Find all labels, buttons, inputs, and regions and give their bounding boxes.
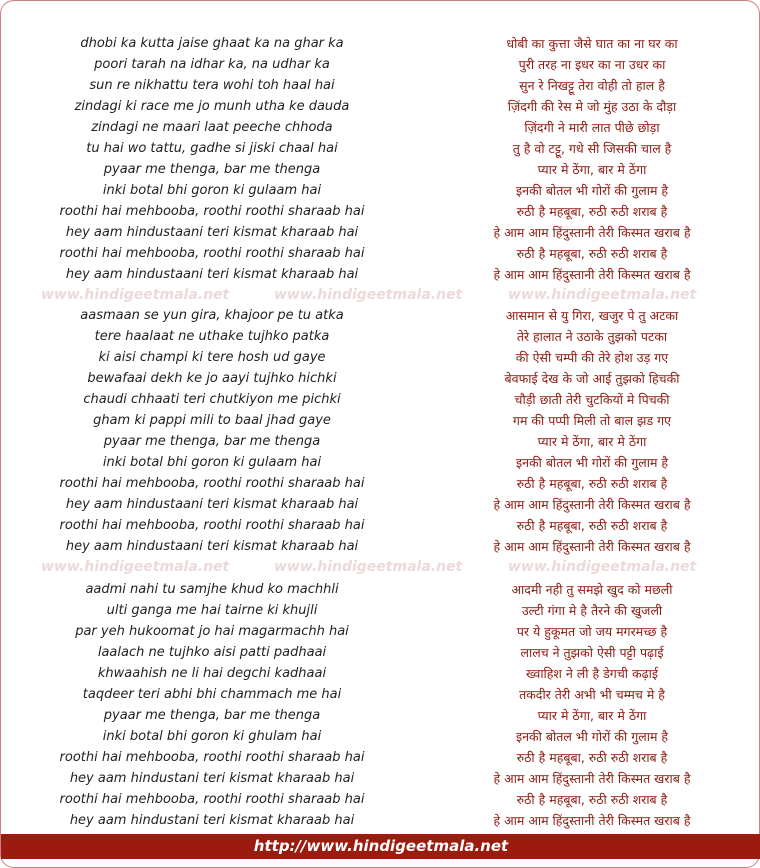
lyric-row bbox=[1, 663, 760, 684]
lyric-english: aasmaan se yun gira, khajoor pe tu atka bbox=[80, 308, 344, 323]
lyric-row bbox=[1, 264, 760, 285]
watermark-text: www.hindigeetmala.net bbox=[508, 559, 697, 575]
lyric-english: poori tarah na idhar ka, na udhar ka bbox=[94, 57, 330, 72]
lyric-english: roothi hai mehbooba, roothi roothi sharaab hai bbox=[59, 246, 365, 261]
lyric-hindi: पर ये हुकूमत जो जय मगरमच्छ है bbox=[516, 624, 668, 639]
lyric-english: roothi hai mehbooba, roothi roothi sharaab hai bbox=[59, 476, 365, 491]
lyric-english: sun re nikhattu tera wohi toh haal hai bbox=[89, 78, 335, 93]
lyric-english: zindagi ne maari laat peeche chhoda bbox=[91, 120, 333, 135]
lyric-hindi: तकदीर तेरी अभी भी चम्मच मे है bbox=[519, 687, 665, 702]
lyric-hindi: प्यार मे ठेंगा, बार मे ठेंगा bbox=[537, 434, 647, 449]
lyric-hindi: धोबी का कुत्ता जैसे घात का ना घर का bbox=[506, 36, 678, 51]
lyric-hindi: आसमान से यु गिरा, खजुर पे तु अटका bbox=[505, 308, 679, 323]
lyric-hindi: हे आम आम हिंदुस्तानी तेरी किस्मत खराब है bbox=[493, 225, 691, 240]
lyric-hindi: रुठी है महबूबा, रुठी रुठी शराब है bbox=[516, 750, 668, 765]
lyric-english: tu hai wo tattu, gadhe si jiski chaal hai bbox=[86, 141, 338, 156]
lyric-hindi: रुठी है महबूबा, रुठी रुठी शराब है bbox=[516, 246, 668, 261]
lyric-row bbox=[1, 201, 760, 222]
lyric-row bbox=[1, 452, 760, 473]
lyric-row bbox=[1, 726, 760, 747]
lyric-english: par yeh hukoomat jo hai magarmachh hai bbox=[75, 624, 349, 639]
lyric-english: ki aisi champi ki tere hosh ud gaye bbox=[98, 350, 326, 365]
lyric-hindi: रुठी है महबूबा, रुठी रुठी शराब है bbox=[516, 204, 668, 219]
lyric-row bbox=[1, 789, 760, 810]
lyric-english: hey aam hindustani teri kismat kharaab hai bbox=[69, 813, 355, 828]
lyric-english: inki botal bhi goron ki gulaam hai bbox=[102, 455, 322, 470]
lyric-hindi: आदमी नही तु समझे खुद को मछली bbox=[511, 582, 673, 597]
footer-bar bbox=[1, 834, 760, 859]
lyric-english: pyaar me thenga, bar me thenga bbox=[103, 162, 321, 177]
lyric-english: pyaar me thenga, bar me thenga bbox=[103, 434, 321, 449]
lyric-english: hey aam hindustani teri kismat kharaab hai bbox=[69, 771, 355, 786]
lyric-english: ulti ganga me hai tairne ki khujli bbox=[106, 603, 318, 618]
lyric-english: hey aam hindustaani teri kismat kharaab hai bbox=[65, 225, 359, 240]
lyric-row bbox=[1, 180, 760, 201]
footer-url-link[interactable]: http://www.hindigeetmala.net bbox=[253, 837, 509, 855]
lyric-row bbox=[1, 159, 760, 180]
lyric-english: hey aam hindustaani teri kismat kharaab hai bbox=[65, 267, 359, 282]
lyric-row bbox=[1, 747, 760, 768]
lyric-hindi: गम की पप्पी मिली तो बाल झड गए bbox=[512, 413, 672, 428]
lyric-row bbox=[1, 642, 760, 663]
lyric-hindi: पुरी तरह ना इधर का ना उधर का bbox=[518, 57, 666, 72]
lyric-english: roothi hai mehbooba, roothi roothi sharaab hai bbox=[59, 204, 365, 219]
lyric-hindi: तु है वो टट्टू, गधे सी जिसकी चाल है bbox=[512, 141, 672, 156]
lyric-row bbox=[1, 389, 760, 410]
lyric-row bbox=[1, 326, 760, 347]
lyric-english: roothi hai mehbooba, roothi roothi sharaab hai bbox=[59, 518, 365, 533]
watermark-text: www.hindigeetmala.net bbox=[274, 559, 463, 575]
lyric-english: chaudi chhaati teri chutkiyon me pichki bbox=[83, 392, 341, 407]
lyric-hindi: ज़िंदगी की रेस मे जो मुंह उठा के दौड़ा bbox=[507, 99, 677, 114]
lyric-hindi: हे आम आम हिंदुस्तानी तेरी किस्मत खराब है bbox=[493, 539, 691, 554]
lyric-hindi: रुठी है महबूबा, रुठी रुठी शराब है bbox=[516, 476, 668, 491]
watermark-text: www.hindigeetmala.net bbox=[41, 559, 230, 575]
lyric-hindi: हे आम आम हिंदुस्तानी तेरी किस्मत खराब है bbox=[493, 267, 691, 282]
lyric-hindi: रुठी है महबूबा, रुठी रुठी शराब है bbox=[516, 518, 668, 533]
watermark-text: www.hindigeetmala.net bbox=[274, 287, 463, 303]
lyric-hindi: प्यार मे ठेंगा, बार मे ठेंगा bbox=[537, 708, 647, 723]
lyric-row bbox=[1, 579, 760, 600]
lyric-english: inki botal bhi goron ki ghulam hai bbox=[102, 729, 322, 744]
lyric-row bbox=[1, 222, 760, 243]
lyric-row bbox=[1, 305, 760, 326]
lyric-row bbox=[1, 138, 760, 159]
lyric-english: pyaar me thenga, bar me thenga bbox=[103, 708, 321, 723]
lyric-row bbox=[1, 347, 760, 368]
lyric-english: bewafaai dekh ke jo aayi tujhko hichki bbox=[87, 371, 337, 386]
lyric-hindi: लालच ने तुझको ऐसी पट्टी पढ़ाई bbox=[520, 645, 664, 660]
lyric-hindi: प्यार मे ठेंगा, बार मे ठेंगा bbox=[537, 162, 647, 177]
lyric-hindi: की ऐसी चम्पी की तेरे होश उड़ गए bbox=[515, 350, 669, 365]
lyric-hindi: रुठी है महबूबा, रुठी रुठी शराब है bbox=[516, 792, 668, 807]
lyric-english: zindagi ki race me jo munh utha ke dauda bbox=[74, 99, 350, 114]
watermark-row bbox=[1, 284, 760, 306]
lyric-hindi: सुन रे निखट्टू तेरा वोही तो हाल है bbox=[519, 78, 665, 93]
lyric-hindi: इनकी बोतल भी गोरों की गुलाम है bbox=[515, 455, 669, 470]
lyric-row bbox=[1, 33, 760, 54]
lyric-row bbox=[1, 768, 760, 789]
lyric-row bbox=[1, 810, 760, 831]
lyric-english: inki botal bhi goron ki gulaam hai bbox=[102, 183, 322, 198]
watermark-text: www.hindigeetmala.net bbox=[508, 287, 697, 303]
lyric-english: hey aam hindustaani teri kismat kharaab hai bbox=[65, 497, 359, 512]
lyric-row bbox=[1, 473, 760, 494]
lyric-row bbox=[1, 368, 760, 389]
lyric-row bbox=[1, 600, 760, 621]
lyric-row bbox=[1, 536, 760, 557]
lyric-row bbox=[1, 705, 760, 726]
lyric-hindi: बेवफाई देख के जो आई तुझको हिचकी bbox=[504, 371, 680, 386]
lyric-english: tere haalaat ne uthake tujhko patka bbox=[94, 329, 330, 344]
lyric-hindi: हे आम आम हिंदुस्तानी तेरी किस्मत खराब है bbox=[493, 497, 691, 512]
lyric-english: hey aam hindustaani teri kismat kharaab hai bbox=[65, 539, 359, 554]
lyric-english: dhobi ka kutta jaise ghaat ka na ghar ka bbox=[80, 36, 344, 51]
lyric-hindi: इनकी बोतल भी गोरों की गुलाम है bbox=[515, 183, 669, 198]
lyric-row bbox=[1, 243, 760, 264]
lyric-english: laalach ne tujhko aisi patti padhaai bbox=[97, 645, 327, 660]
lyric-english: khwaahish ne li hai degchi kadhaai bbox=[97, 666, 327, 681]
lyric-english: roothi hai mehbooba, roothi roothi sharaab hai bbox=[59, 792, 365, 807]
lyric-hindi: ज़िंदगी ने मारी लात पीछे छोड़ा bbox=[524, 120, 660, 135]
watermark-row bbox=[1, 556, 760, 578]
lyric-row bbox=[1, 117, 760, 138]
lyric-row bbox=[1, 494, 760, 515]
lyric-hindi: चौड़ी छाती तेरी चुटकियों मे पिचकी bbox=[514, 392, 670, 407]
lyric-english: roothi hai mehbooba, roothi roothi sharaab hai bbox=[59, 750, 365, 765]
lyric-row bbox=[1, 54, 760, 75]
lyric-english: gham ki pappi mili to baal jhad gaye bbox=[93, 413, 331, 428]
lyric-hindi: हे आम आम हिंदुस्तानी तेरी किस्मत खराब है bbox=[493, 813, 691, 828]
lyric-row bbox=[1, 96, 760, 117]
watermark-text: www.hindigeetmala.net bbox=[41, 287, 230, 303]
lyric-row bbox=[1, 515, 760, 536]
lyric-hindi: हे आम आम हिंदुस्तानी तेरी किस्मत खराब है bbox=[493, 771, 691, 786]
lyric-hindi: इनकी बोतल भी गोरों की गुलाम है bbox=[515, 729, 669, 744]
lyric-english: taqdeer teri abhi bhi chammach me hai bbox=[82, 687, 342, 702]
lyric-row bbox=[1, 621, 760, 642]
lyric-row bbox=[1, 410, 760, 431]
lyric-hindi: ख्वाहिश ने ली है डेगची कढ़ाई bbox=[526, 666, 658, 681]
lyric-hindi: उल्टी गंगा मे है तैरने की खुजली bbox=[521, 603, 663, 618]
lyric-hindi: तेरे हालात ने उठाके तुझको पटका bbox=[516, 329, 668, 344]
lyric-row bbox=[1, 684, 760, 705]
lyric-row bbox=[1, 75, 760, 96]
lyric-row bbox=[1, 431, 760, 452]
lyric-english: aadmi nahi tu samjhe khud ko machhli bbox=[85, 582, 339, 597]
